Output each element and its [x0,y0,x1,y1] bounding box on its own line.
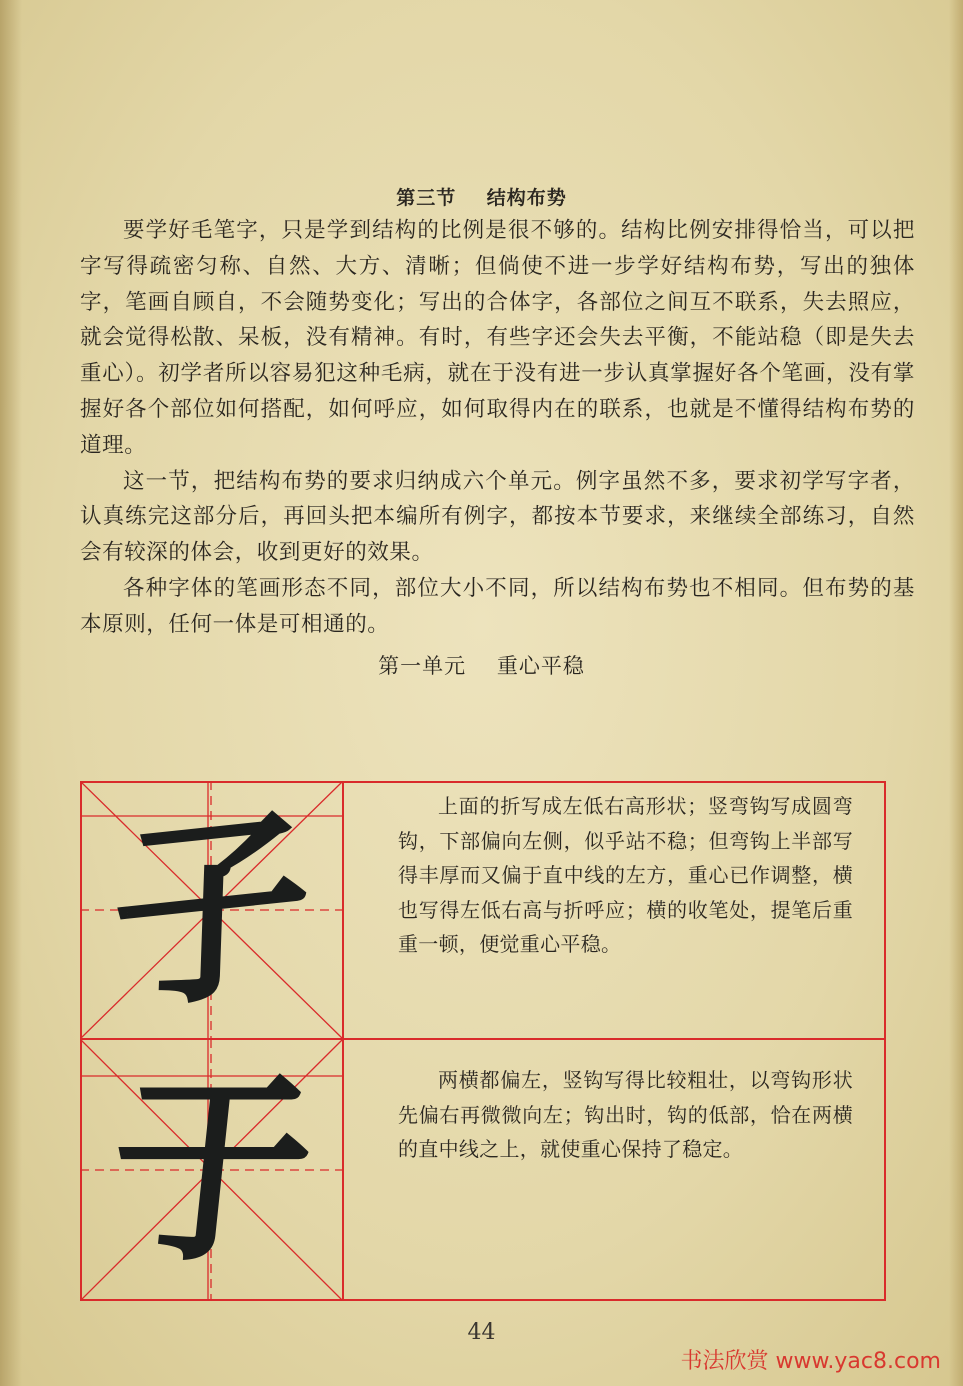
example-note-text: 两横都偏左，竖钩写得比较粗壮，以弯钩形状先偏右再微微向左；钩出时，钩的低部，恰在两横的直中线之上，就使重心保持了稳定。 [398,1068,853,1161]
body-text [80,213,915,643]
example-character: 于 [99,1054,324,1289]
watermark: 书法欣赏 www.yac8.com [680,1349,941,1374]
body-paragraph: 这一节，把结构布势的要求归纳成六个单元。例字虽然不多，要求初学写字者，认真练完这部分后，再回头把本编所有例字，都按本节要求，来继续全部练习，自然会有较深的体会，收到更好的效果。 [80,468,915,566]
section-title: 第三节 结构布势 [396,187,567,209]
example-note-text: 上面的折写成左低右高形状；竖弯钩写成圆弯钩，下部偏向左侧，似乎站不稳；但弯钩上半部写得丰厚而又偏于直中线的左方，重心已作调整，横也写得左低右高与折呼应；横的收笔处，提笔后重重一顿，便觉重心平稳。 [398,794,853,956]
example-table [80,781,886,1301]
page-number: 44 [467,1320,496,1345]
unit-title: 第一单元 重心平稳 [378,654,585,678]
example-note [398,1063,853,1167]
body-paragraph: 各种字体的笔画形态不同，部位大小不同，所以结构布势也不相同。但布势的基本原则，任何一体是可相通的。 [80,575,915,637]
body-paragraph: 要学好毛笔字，只是学到结构的比例是很不够的。结构比例安排得恰当，可以把字写得疏密匀称、自然、大方、清晰；但倘使不进一步学好结构布势，写出的独体字，笔画自顾自，不会随势变化；写出的合体字，各部位之间互不联系，失去照应，就会觉得松散、呆板，没有精神。有时，有些字还会失去平衡，不能站稳（即是失去重心）。初学者所以容易犯这种毛病，就在于没有进一步认真掌握好各个笔画，没有掌握好各个部位如何搭配，如何呼应，如何取得内在的联系，也就是不懂得结构布势的道理。 [80,218,915,458]
example-note [398,789,853,962]
example-character: 子 [107,782,316,1041]
